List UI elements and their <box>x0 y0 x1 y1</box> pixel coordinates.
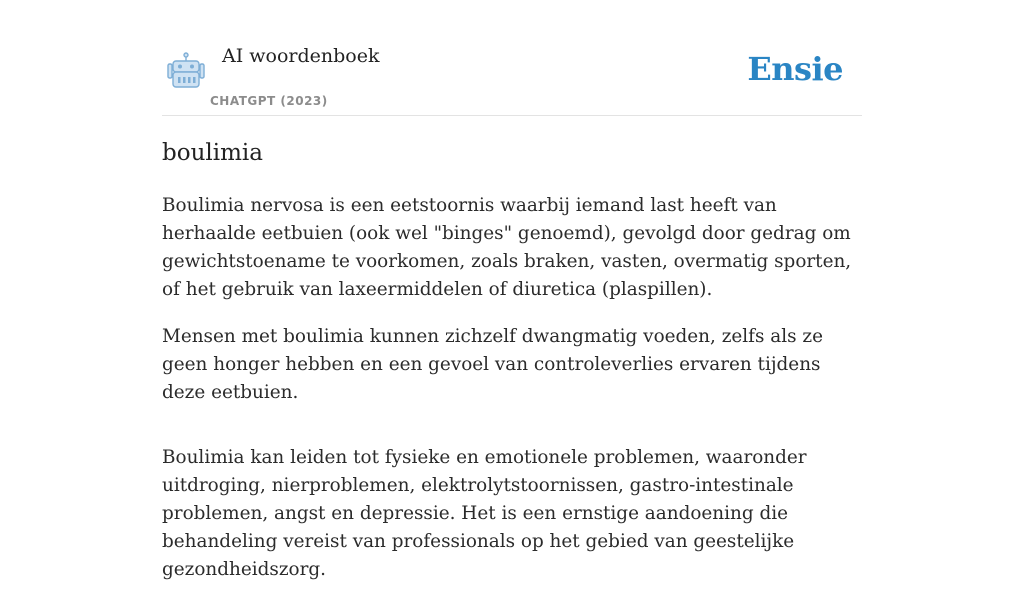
entry-header <box>162 0 862 116</box>
definition-paragraph: Boulimia nervosa is een eetstoornis waarbij iemand last heeft van herhaalde eetbuien (ook wel "binges" genoemd), gevolgd door gedrag om gewichtstoename te voorkomen, zoals braken, vasten, overmatig sporten, of het gebruik van laxeermiddelen of diuretica (plaspillen). <box>162 195 852 300</box>
robot-icon <box>166 52 206 90</box>
entry-card <box>162 0 862 580</box>
definition-paragraph: Mensen met boulimia kunnen zichzelf dwangmatig voeden, zelfs als ze geen honger hebben en een gevoel van controleverlies ervaren tijdens deze eetbuien. <box>162 326 823 403</box>
entry-definition <box>162 192 867 603</box>
source-title[interactable]: AI woordenboek <box>222 45 380 67</box>
definition-paragraph: Boulimia kan leiden tot fysieke en emotionele problemen, waaronder uitdroging, nierproblemen, elektrolytstoornissen, gastro-intestinale problemen, angst en depressie. Het is een ernstige aandoening die behandeling vereist van professionals op het gebied van geestelijke gezondheidszorg. <box>162 447 807 580</box>
ensie-logo[interactable]: Ensie <box>747 50 843 88</box>
source-subtitle: CHATGPT (2023) <box>210 94 328 108</box>
entry-term: boulimia <box>162 140 263 166</box>
